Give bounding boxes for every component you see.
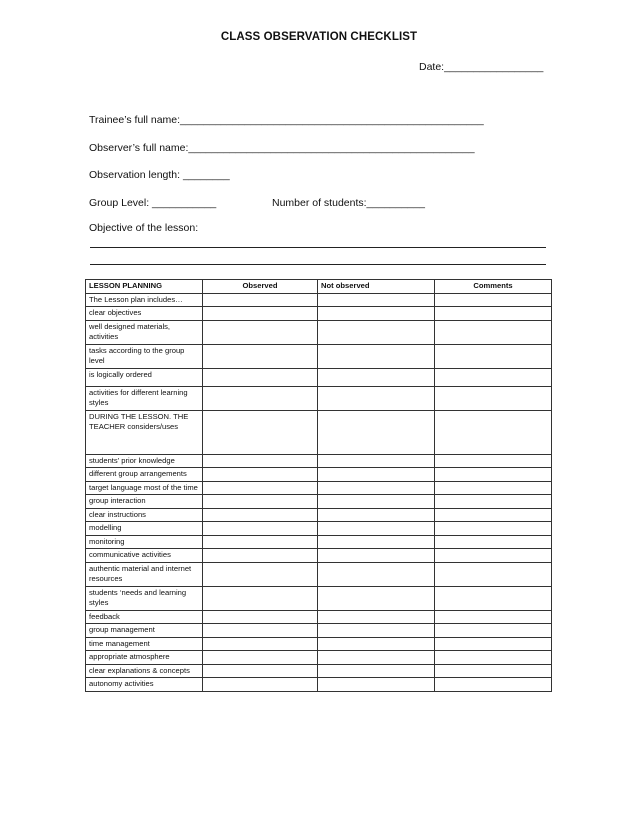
- comments-cell[interactable]: [435, 368, 552, 386]
- observed-cell[interactable]: [203, 293, 318, 307]
- comments-cell[interactable]: [435, 562, 552, 586]
- criterion-label: time management: [86, 637, 203, 651]
- objective-label: Objective of the lesson:: [89, 222, 199, 234]
- not-observed-cell[interactable]: [318, 508, 435, 522]
- not-observed-cell[interactable]: [318, 293, 435, 307]
- table-row: [86, 678, 552, 692]
- criterion-label: students’ prior knowledge: [86, 454, 203, 468]
- objective-line-2[interactable]: [90, 264, 546, 265]
- comments-cell[interactable]: [435, 637, 552, 651]
- observed-cell[interactable]: [203, 368, 318, 386]
- table-row: [86, 410, 552, 454]
- not-observed-cell[interactable]: [318, 562, 435, 586]
- criterion-label: appropriate atmosphere: [86, 651, 203, 665]
- page-title: CLASS OBSERVATION CHECKLIST: [220, 31, 418, 43]
- observer-name-field[interactable]: Observer’s full name:_________________________________________________: [89, 142, 475, 154]
- header-observed: Observed: [203, 280, 318, 294]
- observed-cell[interactable]: [203, 610, 318, 624]
- not-observed-cell[interactable]: [318, 344, 435, 368]
- observed-cell[interactable]: [203, 678, 318, 692]
- observed-cell[interactable]: [203, 410, 318, 454]
- header-comments: Comments: [435, 280, 552, 294]
- comments-cell[interactable]: [435, 624, 552, 638]
- observed-cell[interactable]: [203, 307, 318, 321]
- table-row: [86, 320, 552, 344]
- comments-cell[interactable]: [435, 678, 552, 692]
- criterion-label: students ‘needs and learning styles: [86, 586, 203, 610]
- criterion-label: clear instructions: [86, 508, 203, 522]
- table-row: [86, 468, 552, 482]
- criterion-label: autonomy activities: [86, 678, 203, 692]
- table-header-row: [86, 280, 552, 294]
- not-observed-cell[interactable]: [318, 549, 435, 563]
- not-observed-cell[interactable]: [318, 610, 435, 624]
- table-row: [86, 610, 552, 624]
- table-row: [86, 664, 552, 678]
- observed-cell[interactable]: [203, 637, 318, 651]
- not-observed-cell[interactable]: [318, 586, 435, 610]
- header-not-observed: Not observed: [318, 280, 435, 294]
- objective-line-1[interactable]: [90, 247, 546, 248]
- comments-cell[interactable]: [435, 293, 552, 307]
- criterion-label: clear objectives: [86, 307, 203, 321]
- not-observed-cell[interactable]: [318, 678, 435, 692]
- observed-cell[interactable]: [203, 549, 318, 563]
- table-row: [86, 535, 552, 549]
- criterion-label: is logically ordered: [86, 368, 203, 386]
- observed-cell[interactable]: [203, 651, 318, 665]
- observed-cell[interactable]: [203, 664, 318, 678]
- observed-cell[interactable]: [203, 481, 318, 495]
- table-row: [86, 508, 552, 522]
- not-observed-cell[interactable]: [318, 410, 435, 454]
- criterion-label: activities for different learning styles: [86, 386, 203, 410]
- comments-cell[interactable]: [435, 651, 552, 665]
- table-row: [86, 586, 552, 610]
- observed-cell[interactable]: [203, 454, 318, 468]
- criterion-label: monitoring: [86, 535, 203, 549]
- date-field[interactable]: Date:_________________: [419, 61, 544, 73]
- not-observed-cell[interactable]: [318, 368, 435, 386]
- table-row: [86, 307, 552, 321]
- comments-cell[interactable]: [435, 535, 552, 549]
- table-row: [86, 624, 552, 638]
- not-observed-cell[interactable]: [318, 386, 435, 410]
- not-observed-cell[interactable]: [318, 481, 435, 495]
- criterion-label: authentic material and internet resources: [86, 562, 203, 586]
- observed-cell[interactable]: [203, 320, 318, 344]
- number-of-students-field[interactable]: Number of students:__________: [272, 197, 425, 209]
- comments-cell[interactable]: [435, 481, 552, 495]
- not-observed-cell[interactable]: [318, 535, 435, 549]
- table-row: [86, 454, 552, 468]
- observed-cell[interactable]: [203, 586, 318, 610]
- criterion-label: group management: [86, 624, 203, 638]
- comments-cell[interactable]: [435, 508, 552, 522]
- comments-cell[interactable]: [435, 410, 552, 454]
- table-row: [86, 368, 552, 386]
- not-observed-cell[interactable]: [318, 454, 435, 468]
- criterion-label: DURING THE LESSON. THE TEACHER considers/uses: [86, 410, 203, 454]
- not-observed-cell[interactable]: [318, 664, 435, 678]
- observed-cell[interactable]: [203, 522, 318, 536]
- group-level-field[interactable]: Group Level: ___________: [89, 197, 217, 209]
- table-row: [86, 481, 552, 495]
- criterion-label: group interaction: [86, 495, 203, 509]
- checklist-table: [85, 279, 552, 692]
- criterion-label: feedback: [86, 610, 203, 624]
- table-row: [86, 386, 552, 410]
- criterion-label: clear explanations & concepts: [86, 664, 203, 678]
- observed-cell[interactable]: [203, 562, 318, 586]
- comments-cell[interactable]: [435, 549, 552, 563]
- comments-cell[interactable]: [435, 522, 552, 536]
- criterion-label: target language most of the time: [86, 481, 203, 495]
- comments-cell[interactable]: [435, 344, 552, 368]
- not-observed-cell[interactable]: [318, 624, 435, 638]
- observed-cell[interactable]: [203, 624, 318, 638]
- table-row: [86, 562, 552, 586]
- observed-cell[interactable]: [203, 386, 318, 410]
- criterion-label: modelling: [86, 522, 203, 536]
- comments-cell[interactable]: [435, 320, 552, 344]
- comments-cell[interactable]: [435, 307, 552, 321]
- table-row: [86, 651, 552, 665]
- observed-cell[interactable]: [203, 508, 318, 522]
- not-observed-cell[interactable]: [318, 522, 435, 536]
- observation-length-field[interactable]: Observation length: ________: [89, 169, 230, 181]
- not-observed-cell[interactable]: [318, 468, 435, 482]
- criterion-label: different group arrangements: [86, 468, 203, 482]
- observed-cell[interactable]: [203, 344, 318, 368]
- comments-cell[interactable]: [435, 468, 552, 482]
- table-row: [86, 344, 552, 368]
- criterion-label: communicative activities: [86, 549, 203, 563]
- observed-cell[interactable]: [203, 495, 318, 509]
- criterion-label: The Lesson plan includes…: [86, 293, 203, 307]
- not-observed-cell[interactable]: [318, 637, 435, 651]
- table-row: [86, 522, 552, 536]
- comments-cell[interactable]: [435, 664, 552, 678]
- not-observed-cell[interactable]: [318, 320, 435, 344]
- observed-cell[interactable]: [203, 468, 318, 482]
- comments-cell[interactable]: [435, 495, 552, 509]
- observed-cell[interactable]: [203, 535, 318, 549]
- comments-cell[interactable]: [435, 610, 552, 624]
- comments-cell[interactable]: [435, 454, 552, 468]
- comments-cell[interactable]: [435, 586, 552, 610]
- not-observed-cell[interactable]: [318, 651, 435, 665]
- not-observed-cell[interactable]: [318, 307, 435, 321]
- criterion-label: well designed materials, activities: [86, 320, 203, 344]
- table-row: [86, 637, 552, 651]
- header-lesson-planning: LESSON PLANNING: [86, 280, 203, 294]
- trainee-name-field[interactable]: Trainee’s full name:____________________________________________________: [89, 114, 484, 126]
- criterion-label: tasks according to the group level: [86, 344, 203, 368]
- table-row: [86, 293, 552, 307]
- table-row: [86, 495, 552, 509]
- table-row: [86, 549, 552, 563]
- not-observed-cell[interactable]: [318, 495, 435, 509]
- comments-cell[interactable]: [435, 386, 552, 410]
